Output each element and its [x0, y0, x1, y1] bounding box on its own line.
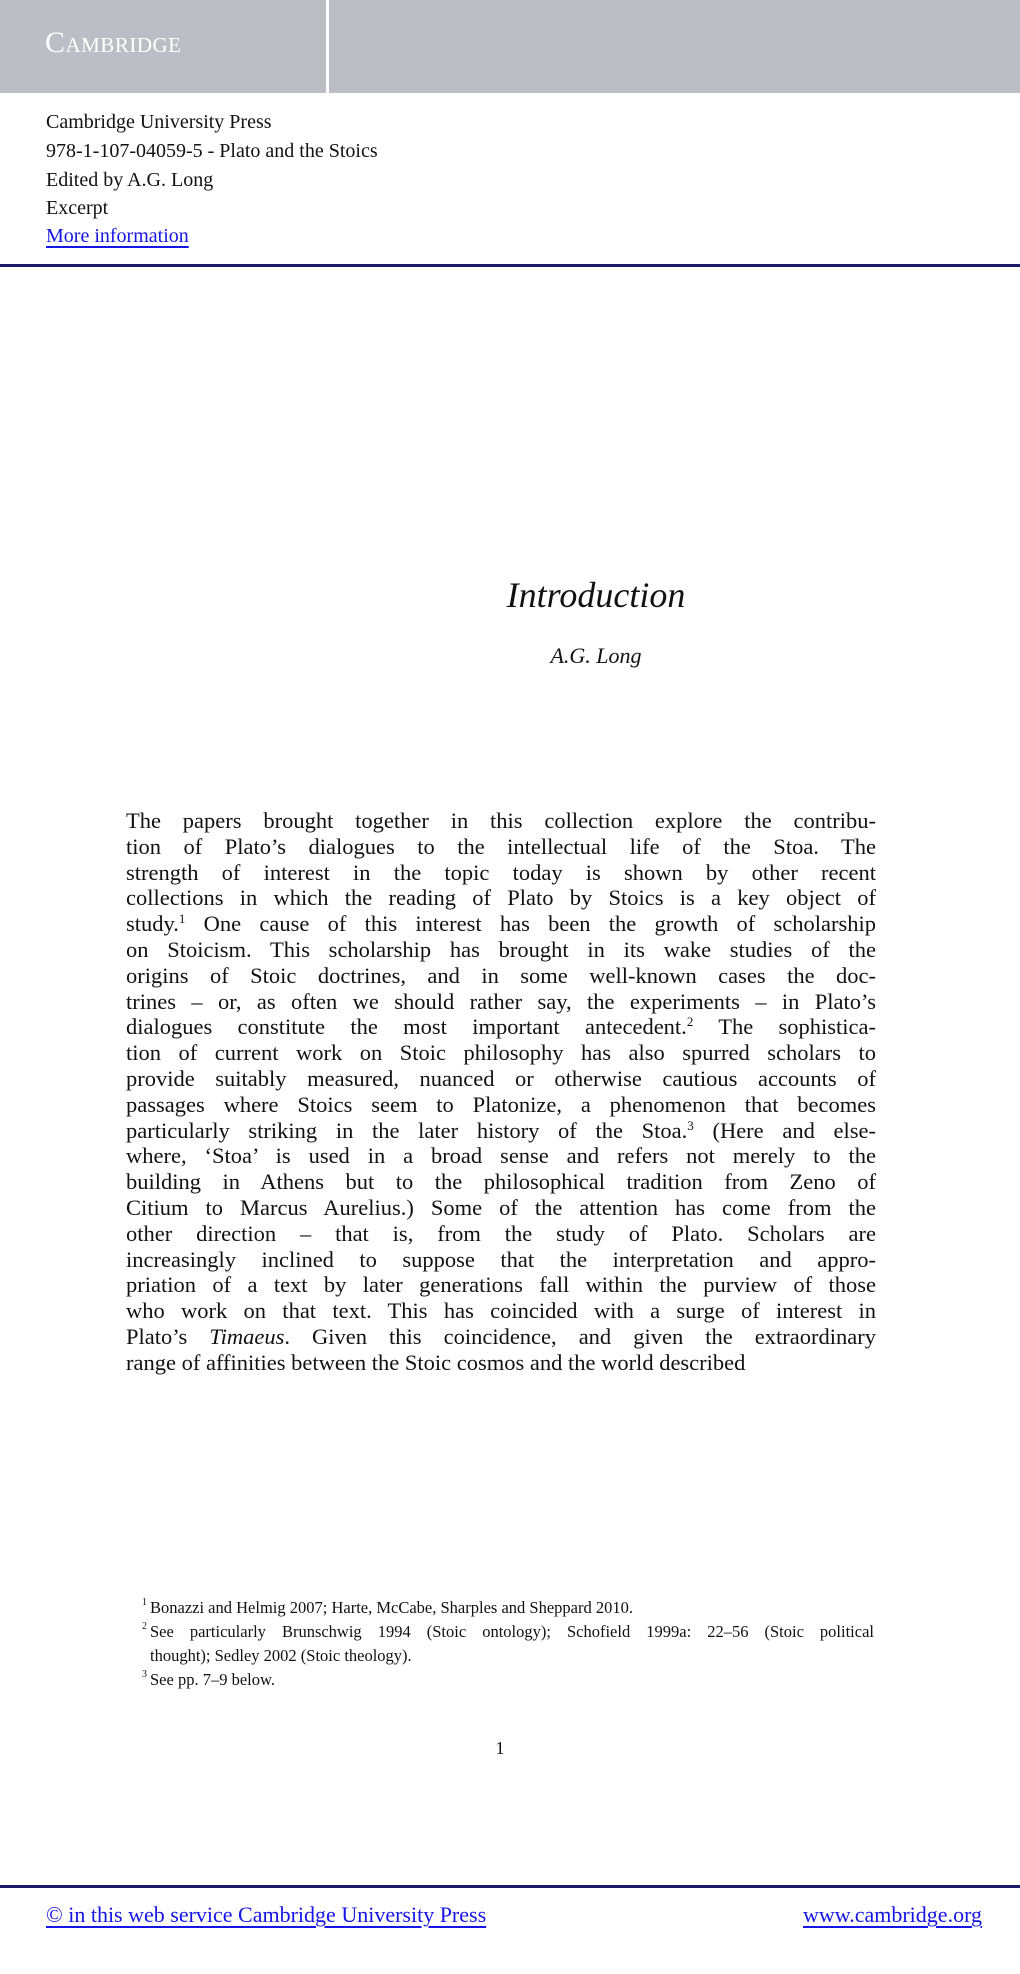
- text-line: [126, 1221, 876, 1247]
- text-segment: building in Athens but to the philosophical tradition from Zeno of: [126, 1169, 876, 1195]
- text-segment: dialogues constitute the most important antecedent.: [126, 1014, 687, 1040]
- text-line: [126, 1092, 876, 1118]
- text-segment: increasingly inclined to suppose that the interpretation and appro-: [126, 1246, 876, 1272]
- footnote-mark: 3: [142, 1669, 147, 1680]
- footnote-mark: 2: [142, 1621, 147, 1632]
- page-number: 1: [495, 1738, 505, 1758]
- footer-rule: [0, 1885, 1020, 1888]
- header-divider: [326, 0, 329, 93]
- text-segment: (Here and else-: [693, 1117, 876, 1143]
- text-segment: The sophistica-: [693, 1014, 876, 1040]
- text-line: [126, 1350, 876, 1376]
- website-link[interactable]: www.cambridge.org: [802, 1902, 982, 1927]
- text-line: [126, 911, 876, 937]
- publisher: Cambridge University Press: [46, 111, 272, 133]
- footnote-text: See pp. 7–9 below.: [150, 1670, 275, 1689]
- text-segment: collections in which the reading of Plato by Stoics is a key object of: [126, 885, 876, 911]
- text-segment: Plato’s: [126, 1323, 210, 1349]
- editor: Edited by A.G. Long: [46, 169, 214, 191]
- text-segment: tion of current work on Stoic philosophy has also spurred scholars to: [126, 1040, 876, 1066]
- text-line: [126, 860, 876, 886]
- text-segment: study.: [126, 911, 179, 937]
- footnote-ref: 2: [686, 1014, 694, 1030]
- text-line: [126, 885, 876, 911]
- footnote: [126, 1620, 874, 1668]
- text-line: [126, 1298, 876, 1324]
- text-line: [126, 1014, 876, 1040]
- body-text: [126, 808, 876, 1376]
- chapter-title: Introduction: [506, 575, 686, 615]
- text-line: [126, 1247, 876, 1273]
- text-segment: provide suitably measured, nuanced or otherwise cautious accounts of: [126, 1065, 876, 1091]
- footnote-mark: 1: [142, 1597, 147, 1608]
- footnote-text: Bonazzi and Helmig 2007; Harte, McCabe, Sharples and Sheppard 2010.: [150, 1598, 633, 1617]
- cambridge-logo: Cambridge: [45, 26, 182, 59]
- text-segment: priation of a text by later generations fall within the purview of those: [126, 1272, 876, 1298]
- text-line: [126, 1169, 876, 1195]
- header-rule: [0, 264, 1020, 267]
- text-line: [126, 834, 876, 860]
- text-line: [126, 1040, 876, 1066]
- text-line: [126, 1066, 876, 1092]
- text-line: [126, 1118, 876, 1144]
- text-segment: who work on that text. This has coincided with a surge of interest in: [126, 1298, 876, 1324]
- footnotes: [126, 1596, 874, 1692]
- text-line: [126, 808, 876, 834]
- text-line: [126, 989, 876, 1015]
- text-line: [126, 1143, 876, 1169]
- header-banner: [0, 0, 1020, 93]
- footnote-text: thought); Sedley 2002 (Stoic theology).: [150, 1646, 412, 1665]
- text-segment: where, ‘Stoa’ is used in a broad sense and refers not merely to the: [126, 1143, 876, 1169]
- footnote-ref: 1: [178, 911, 186, 927]
- text-segment: . Given this coincidence, and given the extraordinary: [284, 1323, 876, 1349]
- text-segment: trines – or, as often we should rather say, the experiments – in Plato’s: [126, 988, 876, 1014]
- text-segment: Citium to Marcus Aurelius.) Some of the attention has come from the: [126, 1194, 876, 1220]
- text-segment: tion of Plato’s dialogues to the intellectual life of the Stoa. The: [126, 833, 876, 859]
- isbn-title: 978-1-107-04059-5 - Plato and the Stoics: [46, 140, 378, 162]
- excerpt-label: Excerpt: [46, 197, 109, 219]
- footnote-text: See particularly Brunschwig 1994 (Stoic ontology); Schofield 1999a: 22–56 (Stoic political: [150, 1622, 874, 1641]
- chapter-author: A.G. Long: [550, 643, 642, 668]
- text-segment: The papers brought together in this collection explore the contribu-: [126, 808, 876, 833]
- footnote: [126, 1596, 874, 1620]
- text-segment: other direction – that is, from the study of Plato. Scholars are: [126, 1220, 876, 1246]
- text-line: [126, 1324, 876, 1350]
- footnote: [126, 1668, 874, 1692]
- footnote-ref: 3: [687, 1117, 694, 1133]
- copyright-link[interactable]: © in this web service Cambridge University Press: [46, 1902, 487, 1927]
- text-line: [126, 1195, 876, 1221]
- text-segment: on Stoicism. This scholarship has brought in its wake studies of the: [126, 936, 876, 962]
- text-line: [126, 963, 876, 989]
- text-segment: One cause of this interest has been the growth of scholarship: [185, 911, 876, 937]
- text-segment: origins of Stoic doctrines, and in some well-known cases the doc-: [126, 962, 876, 988]
- text-line: [126, 937, 876, 963]
- italic-title: Timaeus: [209, 1323, 285, 1349]
- text-segment: strength of interest in the topic today is shown by other recent: [126, 859, 876, 885]
- text-segment: passages where Stoics seem to Platonize, a phenomenon that becomes: [126, 1091, 876, 1117]
- more-information-link[interactable]: More information: [46, 225, 189, 247]
- text-segment: range of affinities between the Stoic cosmos and the world described: [126, 1349, 746, 1375]
- text-segment: particularly striking in the later history of the Stoa.: [126, 1117, 688, 1143]
- text-line: [126, 1272, 876, 1298]
